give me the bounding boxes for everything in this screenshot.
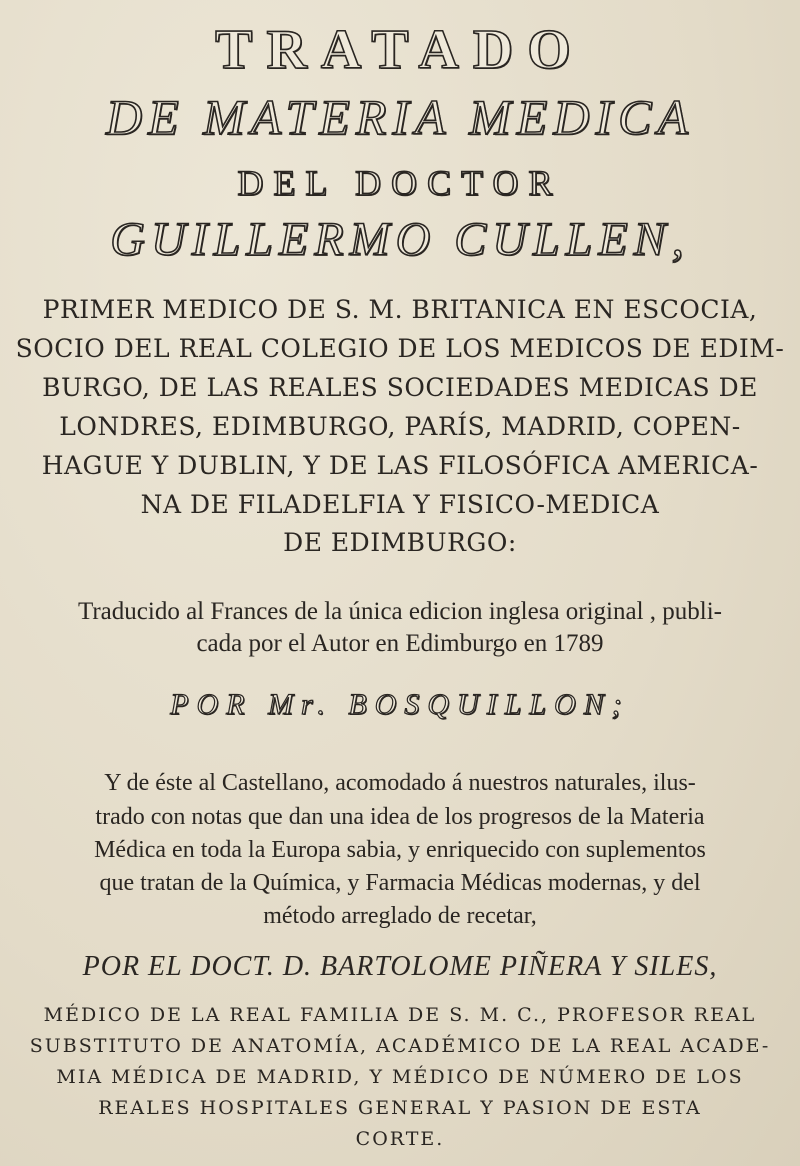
- spanish-note-line: trado con notas que dan una idea de los progresos de la Materia: [95, 804, 705, 830]
- del-doctor: DEL DOCTOR: [237, 163, 563, 203]
- subtitle: DE MATERIA MEDICA: [105, 89, 694, 145]
- author-title-line: SOCIO DEL REAL COLEGIO DE LOS MEDICOS DE EDIM-: [15, 334, 785, 363]
- author-title-line: DE EDIMBURGO:: [283, 528, 517, 557]
- spanish-translator-title-line: MIA MÉDICA DE MADRID, Y MÉDICO DE NÚMERO DE LOS: [56, 1066, 744, 1088]
- author-name: GUILLERMO CULLEN,: [110, 213, 690, 266]
- spanish-note-line: que tratan de la Química, y Farmacia Médicas modernas, y del: [99, 870, 701, 896]
- translation-note-line: cada por el Autor en Edimburgo en 1789: [196, 630, 604, 657]
- spanish-note-line: método arreglado de recetar,: [263, 903, 537, 929]
- author-title-line: BURGO, DE LAS REALES SOCIEDADES MEDICAS DE: [42, 373, 758, 402]
- author-title-line: NA DE FILADELFIA Y FISICO-MEDICA: [140, 490, 660, 519]
- translator: POR Mr. BOSQUILLON;: [170, 688, 630, 721]
- spanish-translator-title-line: CORTE.: [355, 1128, 445, 1150]
- spanish-note-line: Y de éste al Castellano, acomodado á nuestros naturales, ilus-: [104, 770, 696, 796]
- main-title: TRATADO: [215, 19, 585, 81]
- spanish-note-line: Médica en toda la Europa sabia, y enriquecido con suplementos: [94, 837, 706, 863]
- author-title-line: HAGUE Y DUBLIN, Y DE LAS FILOSÓFICA AMERICA-: [41, 451, 759, 480]
- spanish-translator: POR EL DOCT. D. BARTOLOME PIÑERA Y SILES,: [82, 951, 718, 982]
- author-title-line: LONDRES, EDIMBURGO, PARÍS, MADRID, COPEN-: [59, 412, 741, 441]
- spanish-translator-title-line: MÉDICO DE LA REAL FAMILIA DE S. M. C., PROFESOR REAL: [43, 1004, 757, 1026]
- author-title-line: PRIMER MEDICO DE S. M. BRITANICA EN ESCOCIA,: [42, 295, 758, 324]
- spanish-translator-title-line: SUBSTITUTO DE ANATOMÍA, ACADÉMICO DE LA REAL ACADE-: [29, 1035, 771, 1057]
- translation-note-line: Traducido al Frances de la única edicion inglesa original , publi-: [77, 598, 723, 625]
- spanish-translator-title-line: REALES HOSPITALES GENERAL Y PASION DE ESTA: [98, 1097, 702, 1119]
